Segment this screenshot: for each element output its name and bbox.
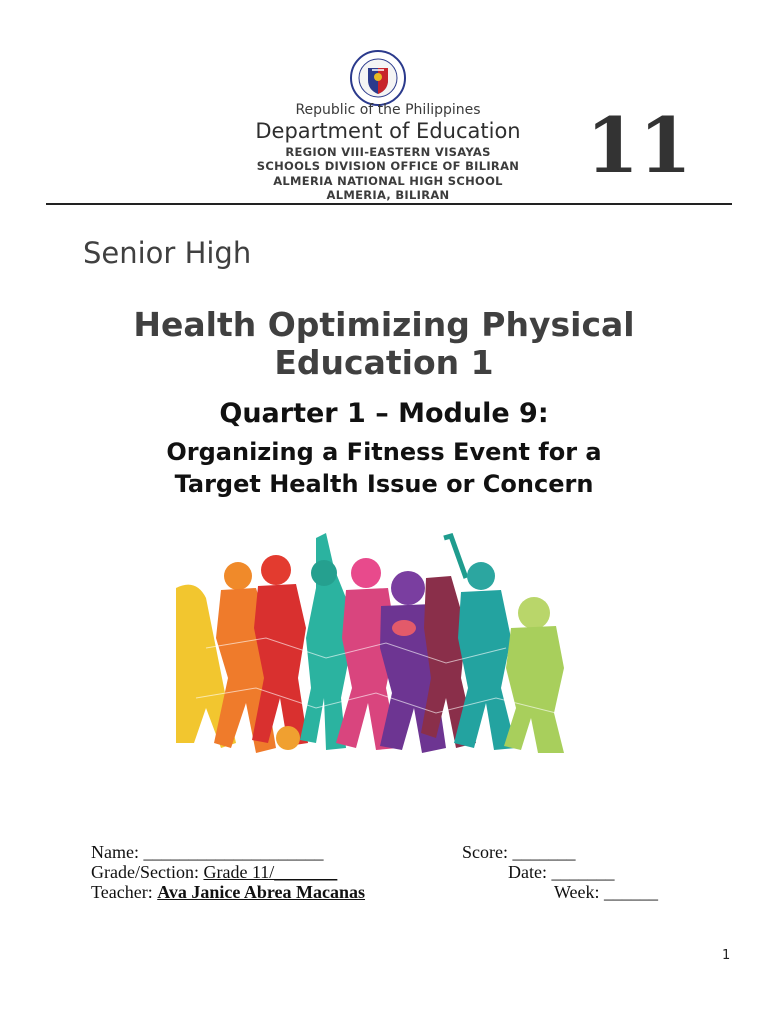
subject-title-line1: Health Optimizing Physical bbox=[133, 305, 635, 344]
region-text: REGION VIII-EASTERN VISAYAS bbox=[285, 145, 491, 159]
page-number: 1 bbox=[722, 948, 731, 963]
athletes-illustration bbox=[176, 528, 566, 763]
grade-section-field bbox=[91, 862, 337, 883]
date-field bbox=[508, 862, 614, 883]
school-name: ALMERIA NATIONAL HIGH SCHOOL bbox=[273, 174, 503, 188]
week-field bbox=[554, 882, 658, 903]
teacher-label: Teacher: bbox=[91, 882, 153, 902]
name-field bbox=[91, 842, 323, 863]
header-divider bbox=[46, 203, 732, 205]
deped-seal-icon bbox=[350, 50, 406, 106]
grade-section-label: Grade/Section: bbox=[91, 862, 199, 882]
week-label: Week: bbox=[554, 882, 600, 902]
republic-text: Republic of the Philippines bbox=[295, 102, 481, 118]
module-topic-line2: Target Health Issue or Concern bbox=[174, 470, 594, 498]
school-address: ALMERIA, BILIRAN bbox=[326, 188, 450, 202]
module-topic-line1: Organizing a Fitness Event for a bbox=[166, 438, 602, 466]
grade-number: 11 bbox=[586, 101, 692, 190]
score-label: Score: bbox=[462, 842, 508, 862]
score-blank: _______ bbox=[512, 842, 576, 862]
teacher-field bbox=[91, 882, 365, 903]
module-heading: Quarter 1 – Module 9: bbox=[219, 398, 549, 429]
name-label: Name: bbox=[91, 842, 139, 862]
division-text: SCHOOLS DIVISION OFFICE OF BILIRAN bbox=[256, 159, 520, 173]
name-blank: ____________________ bbox=[143, 842, 324, 862]
subject-title-line2: Education 1 bbox=[274, 343, 494, 382]
score-field bbox=[462, 842, 575, 863]
date-blank: _______ bbox=[551, 862, 615, 882]
department-name: Department of Education bbox=[255, 119, 521, 143]
module-topic bbox=[40, 436, 728, 500]
teacher-name: Ava Janice Abrea Macanas bbox=[157, 882, 366, 902]
level-label: Senior High bbox=[83, 236, 252, 270]
date-label: Date: bbox=[508, 862, 547, 882]
week-blank: ______ bbox=[604, 882, 659, 902]
grade-section-value: Grade 11/_______ bbox=[203, 862, 338, 882]
subject-title bbox=[40, 306, 728, 382]
